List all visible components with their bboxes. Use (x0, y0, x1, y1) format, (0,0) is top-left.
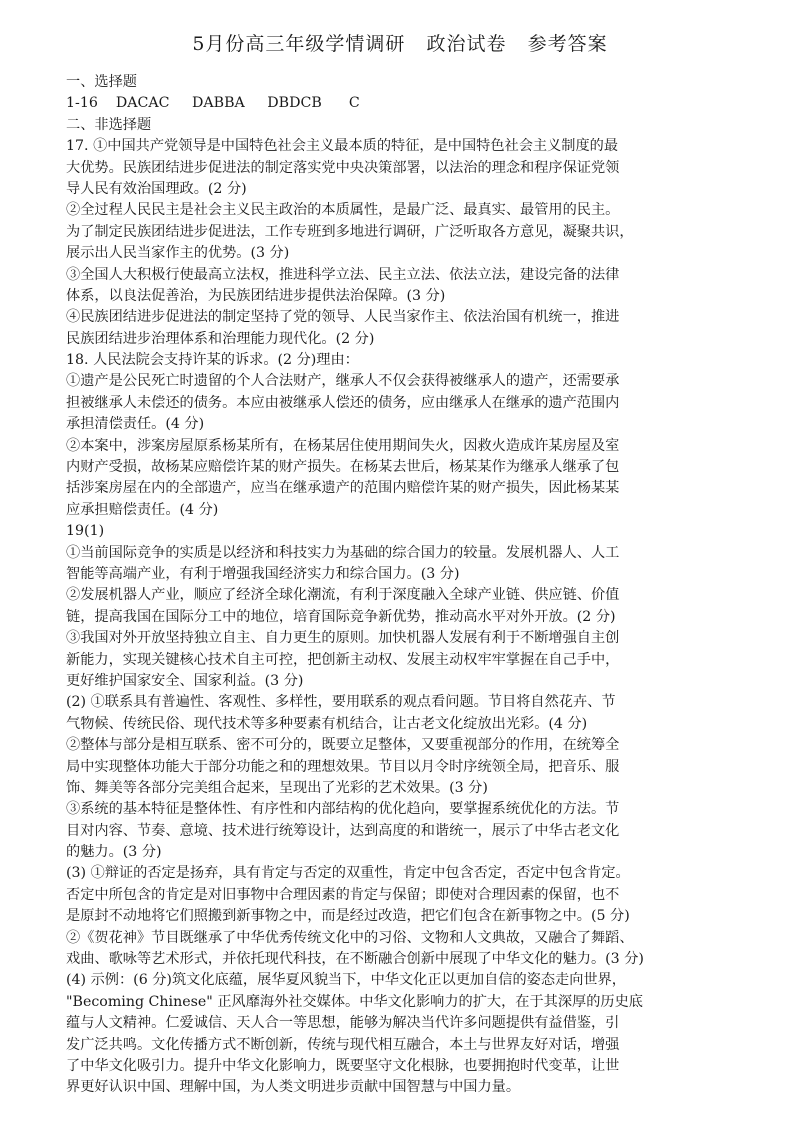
section-heading-nonchoice: 二、非选择题 (66, 116, 152, 133)
answer-line: "Becoming Chinese" 正风靡海外社交媒体。中华文化影响力的扩大，在于其深厚的历史底 (66, 993, 643, 1010)
answer-lines (66, 136, 766, 1099)
answer-line: 饰、舞美等各部分完美组合起来，呈现出了光彩的艺术效果。(3 分) (66, 779, 488, 796)
answer-line: 新能力，实现关键核心技术自主可控，把创新主动权、发展主动权牢牢掌握在自己手中， (66, 651, 620, 668)
answer-line: 蕴与人文精神。仁爱诚信、天人合一等思想，能够为解决当代许多问题提供有益借鉴，引 (66, 1015, 620, 1032)
answer-line: 戏曲、歌咏等艺术形式，并依托现代科技，在不断融合创新中展现了中华文化的魅力。(3 分) (66, 951, 644, 968)
answer-line: 否定中所包含的肯定是对旧事物中合理因素的肯定与保留；即使对合理因素的保留，也不 (66, 886, 620, 903)
answer-line: 是原封不动地将它们照搬到新事物之中，而是经过改造，把它们包含在新事物之中。(5 分) (66, 908, 630, 925)
answer-line: (4) 示例：(6 分)筑文化底蕴，展华夏风貌当下，中华文化正以更加自信的姿态走向世界， (66, 972, 626, 989)
answer-line: 括涉案房屋在内的全部遗产，应当在继承遗产的范围内赔偿许某的财产损失，因此杨某某 (66, 480, 620, 497)
answer-line: ②全过程人民民主是社会主义民主政治的本质属性，是最广泛、最真实、最管用的民主。 (66, 202, 620, 219)
answer-line: ②整体与部分是相互联系、密不可分的，既要立足整体，又要重视部分的作用，在统筹全 (66, 737, 620, 754)
answer-line: 的魅力。(3 分) (66, 844, 162, 861)
answer-line: 体系，以良法促善治，为民族团结进步提供法治保障。(3 分) (66, 287, 446, 304)
answer-line: ①遗产是公民死亡时遗留的个人合法财产，继承人不仅会获得被继承人的遗产，还需要承 (66, 373, 620, 390)
answer-line: 担被继承人未偿还的债务。本应由被继承人偿还的债务，应由继承人在继承的遗产范围内 (66, 394, 620, 411)
answer-line: 了中华文化吸引力。提升中华文化影响力，既要坚守文化根脉，也要拥抱时代变革，让世 (66, 1057, 620, 1074)
answer-line: (2) ①联系具有普遍性、客观性、多样性，要用联系的观点看问题。节目将自然花卉、节 (66, 694, 616, 711)
answer-line: ④民族团结进步促进法的制定坚持了党的领导、人民当家作主、依法治国有机统一，推进 (66, 309, 620, 326)
choice-answers: 1-16 DACAC DABBA DBDCB C (66, 95, 360, 112)
answer-line: 界更好认识中国、理解中国，为人类文明进步贡献中国智慧与中国力量。 (66, 1079, 521, 1096)
answer-line: ③全国人大积极行使最高立法权，推进科学立法、民主立法、依法立法，建设完备的法律 (66, 266, 620, 283)
answer-line: 19(1) (66, 523, 105, 540)
answer-line: 承担清偿责任。(4 分) (66, 416, 205, 433)
answer-line: 大优势。民族团结进步促进法的制定落实党中央决策部署，以法治的理念和程序保证党领 (66, 159, 620, 176)
answer-line: ①当前国际竞争的实质是以经济和科技实力为基础的综合国力的较量。发展机器人、人工 (66, 544, 620, 561)
answer-line: 17. ①中国共产党领导是中国特色社会主义最本质的特征，是中国特色社会主义制度的最 (66, 138, 619, 155)
answer-line: ③系统的基本特征是整体性、有序性和内部结构的优化趋向，要掌握系统优化的方法。节 (66, 801, 620, 818)
answer-line: ②发展机器人产业，顺应了经济全球化潮流，有利于深度融入全球产业链、供应链、价值 (66, 587, 620, 604)
answer-line: 链，提高我国在国际分工中的地位，培育国际竞争新优势，推动高水平对外开放。(2 分) (66, 608, 616, 625)
answer-line: 展示出人民当家作主的优势。(3 分) (66, 245, 290, 262)
answer-line: 目对内容、节奏、意境、技术进行统筹设计，达到高度的和谐统一，展示了中华古老文化 (66, 822, 620, 839)
answer-line: 更好维护国家安全、国家利益。(3 分) (66, 672, 304, 689)
answer-body (66, 72, 766, 1099)
answer-line: (3) ①辩证的否定是扬弃，具有肯定与否定的双重性，肯定中包含否定，否定中包含肯定。 (66, 865, 630, 882)
answer-line: 内财产受损，故杨某应赔偿许某的财产损失。在杨某去世后，杨某某作为继承人继承了包 (66, 459, 620, 476)
page-title: 5月份高三年级学情调研 政治试卷 参考答案 (192, 33, 608, 55)
answer-line: 导人民有效治国理政。(2 分) (66, 180, 247, 197)
answer-line: ②本案中，涉案房屋原系杨某所有，在杨某居住使用期间失火，因救火造成许某房屋及室 (66, 437, 620, 454)
section-heading-choice: 一、选择题 (66, 74, 137, 90)
answer-line: ②《贺花神》节目既继承了中华优秀传统文化中的习俗、文物和人文典故，又融合了舞蹈、 (66, 929, 634, 946)
answer-line: 为了制定民族团结进步促进法，工作专班到多地进行调研，广泛听取各方意见，凝聚共识， (66, 223, 634, 240)
answer-line: 局中实现整体功能大于部分功能之和的理想效果。节目以月令时序统领全局，把音乐、服 (66, 758, 620, 775)
answer-line: 气物候、传统民俗、现代技术等多种要素有机结合，让古老文化绽放出光彩。(4 分) (66, 715, 588, 732)
answer-line: ③我国对外开放坚持独立自主、自力更生的原则。加快机器人发展有利于不断增强自主创 (66, 630, 620, 647)
answer-line: 18. 人民法院会支持许某的诉求。(2 分)理由： (66, 352, 359, 369)
answer-line: 应承担赔偿责任。(4 分) (66, 501, 219, 518)
answer-line: 发广泛共鸣。文化传播方式不断创新，传统与现代相互融合，本土与世界友好对话，增强 (66, 1036, 620, 1053)
answer-line: 民族团结进步治理体系和治理能力现代化。(2 分) (66, 330, 375, 347)
answer-line: 智能等高端产业，有利于增强我国经济实力和综合国力。(3 分) (66, 565, 460, 582)
